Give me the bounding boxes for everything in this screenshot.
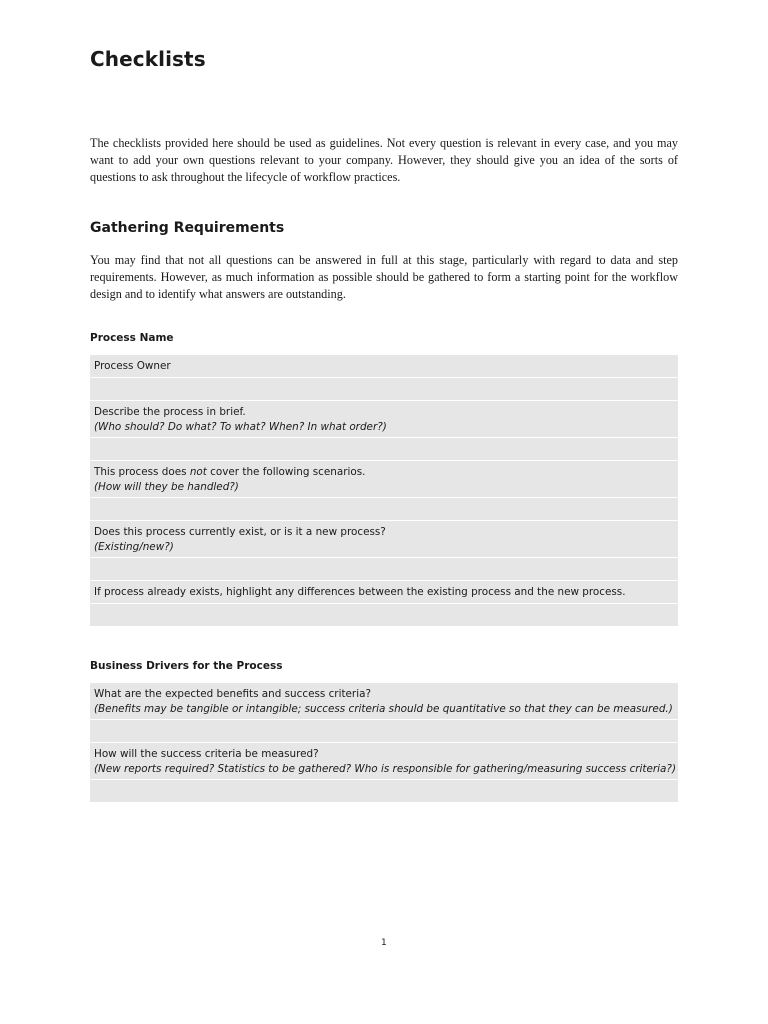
question-text-part: This process does bbox=[94, 466, 190, 478]
checklist-question-row bbox=[90, 521, 678, 557]
gathering-requirements-paragraph: You may find that not all questions can be answered in full at this stage, particularly with regard to data and step requirements. However, as much information as possible should be gathered to form a starting point for the workflow design and to identify what answers are outstanding. bbox=[90, 253, 678, 301]
checklist-question-row bbox=[90, 743, 678, 779]
answer-row bbox=[90, 438, 678, 460]
page-number: 1 bbox=[381, 938, 387, 948]
checklist-question-row bbox=[90, 355, 678, 377]
question-text: Describe the process in brief. bbox=[94, 406, 246, 418]
question-text: Does this process currently exist, or is it a new process? bbox=[94, 526, 386, 538]
question-text: If process already exists, highlight any differences between the existing process and the new process. bbox=[94, 586, 626, 598]
question-hint: (Who should? Do what? To what? When? In what order?) bbox=[94, 421, 387, 433]
gathering-requirements-heading: Gathering Requirements bbox=[90, 220, 285, 236]
question-text-part: cover the following scenarios. bbox=[206, 466, 366, 478]
question-hint: (New reports required? Statistics to be gathered? Who is responsible for gathering/measuring success criteria?) bbox=[94, 763, 676, 775]
answer-row bbox=[90, 604, 678, 626]
intro-paragraph: The checklists provided here should be used as guidelines. Not every question is relevant in every case, and you may want to add your own questions relevant to your company. However, they should give you an idea of the sorts of questions to ask throughout the lifecycle of workflow practices. bbox=[90, 136, 678, 184]
checklist-question-row bbox=[90, 401, 678, 437]
checklist-question-row bbox=[90, 581, 678, 603]
checklist-question-row bbox=[90, 683, 678, 719]
process-checklist-table bbox=[90, 355, 678, 627]
question-text-emphasis: not bbox=[189, 466, 207, 478]
answer-row bbox=[90, 558, 678, 580]
question-hint: (Benefits may be tangible or intangible; success criteria should be quantitative so that they can be measured.) bbox=[94, 703, 673, 715]
process-name-heading: Process Name bbox=[90, 332, 174, 344]
question-text: How will the success criteria be measured? bbox=[94, 748, 319, 760]
business-drivers-table bbox=[90, 683, 678, 803]
business-drivers-heading: Business Drivers for the Process bbox=[90, 660, 283, 672]
question-text: Process Owner bbox=[94, 360, 171, 372]
answer-row bbox=[90, 780, 678, 802]
question-hint: (Existing/new?) bbox=[94, 541, 174, 553]
page-title: Checklists bbox=[90, 47, 206, 71]
question-text bbox=[94, 465, 674, 480]
answer-row bbox=[90, 498, 678, 520]
question-hint: (How will they be handled?) bbox=[94, 481, 239, 493]
question-text: What are the expected benefits and success criteria? bbox=[94, 688, 371, 700]
answer-row bbox=[90, 378, 678, 400]
checklist-question-row bbox=[90, 461, 678, 497]
answer-row bbox=[90, 720, 678, 742]
